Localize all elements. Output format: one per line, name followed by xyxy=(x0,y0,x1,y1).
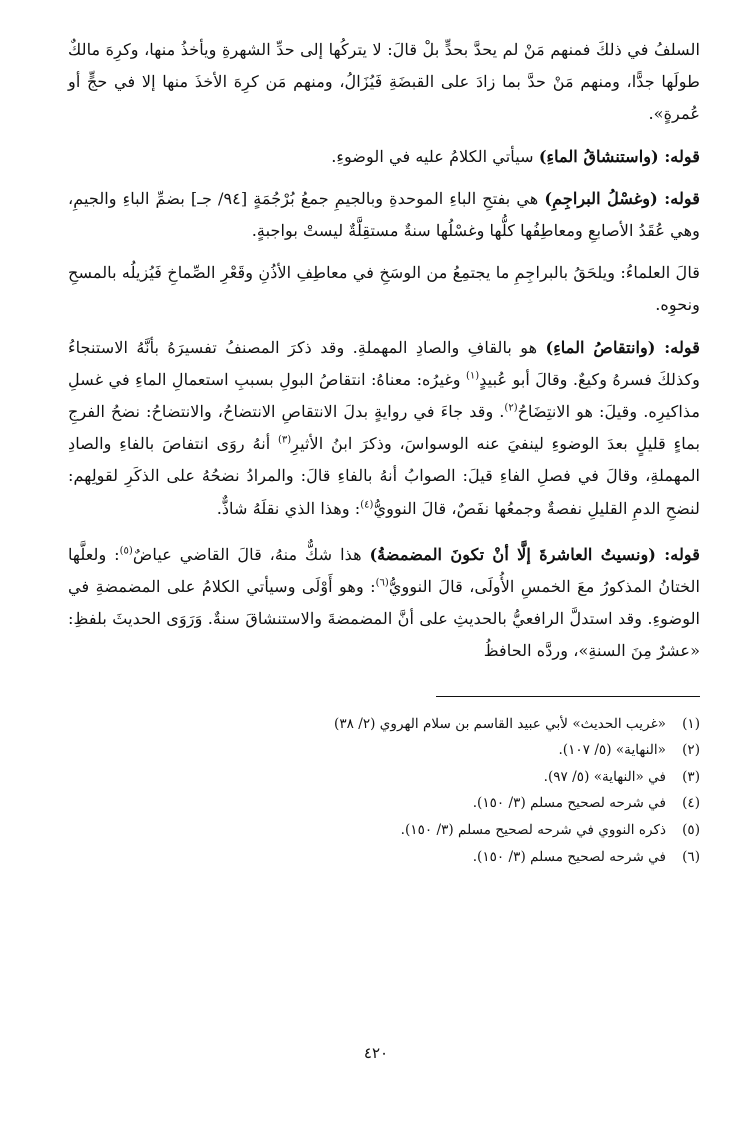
paragraph-4 xyxy=(68,257,700,321)
footnote-text: «غريب الحديث» لأبي عبيد القاسم بن سلام الهروي (٢/ ٣٨) xyxy=(334,715,666,732)
footnote xyxy=(68,790,700,817)
footnote-ref[interactable]: (١) xyxy=(466,370,480,382)
footnote-number: (٦) xyxy=(682,848,700,865)
footnote xyxy=(68,844,700,871)
paragraph-text: سيأتي الكلامُ عليه في الوضوءِ. xyxy=(331,146,539,166)
paragraph-6 xyxy=(68,539,700,668)
paragraph-text: هو بالقافِ والصادِ المهملةِ. وقد ذكرَ المصنفُ تفسيرَهُ بأنَّهُ الاستنجاءُ وكذلكَ فسرهُ وكيعٌ. وقالَ أبو عُبيدٍ xyxy=(68,337,700,389)
paragraph-text: وغيرُه: معناهُ: انتقاصُ البولِ بسببِ استعمالِ الماءِ في غسلِ مذاكيرِه. وقيلَ: هو الانتِضَاحُ xyxy=(68,369,701,422)
paragraph-text: هي بفتحِ الباءِ الموحدةِ وبالجيمِ جمعُ بُرْجُمَةٍ [٩٤/ جـ] بضمِّ الباءِ والجيمِ، وهي عُقَدُ الأصابعِ ومعاطِفُها كلُّها وغسْلُها سنةٌ مستقِلَّةٌ ليستْ بواجبةٍ. xyxy=(68,188,700,241)
paragraph-3 xyxy=(68,183,700,247)
footnote-ref[interactable]: (٦) xyxy=(375,577,389,589)
footnote-text: «النهاية» (٥/ ١٠٧). xyxy=(558,742,666,759)
footnote xyxy=(68,711,700,738)
footnote-text: في شرحه لصحيح مسلم (٣/ ١٥٠). xyxy=(472,795,666,812)
paragraph-lead: قوله: (ونسيتُ العاشرةَ إلَّا أنْ تكونَ المضمضةُ) xyxy=(369,544,700,564)
footnote-divider xyxy=(436,696,700,697)
footnote-ref[interactable]: (٥) xyxy=(119,545,133,557)
paragraph-lead: قوله: (واستنشاقُ الماءِ) xyxy=(538,146,700,166)
footnote xyxy=(68,817,700,844)
footnote-number: (٣) xyxy=(682,768,700,785)
paragraph-text: السلفُ في ذلكَ فمنهم مَنْ لم يحدَّ بحدٍّ بلْ قالَ: لا يتركُها إلى حدِّ الشهرةِ ويأخذُ منها، وكرِهَ مالكٌ طولَها جدًّا، ومنهم مَنْ حدَّ بما زادَ على القبضَةِ فَيُزَالُ، ومنهم مَن كرِهَ الأخذَ منها إلا في حجٍّ أو عُمرةٍ». xyxy=(68,40,700,124)
footnote-number: (٥) xyxy=(682,822,700,839)
paragraph-text: : ولعلَّها الختانُ المذكورُ معَ الخمسِ الأُولَى، قالَ النوويُّ xyxy=(68,544,700,597)
footnote-number: (٢) xyxy=(682,742,700,759)
paragraph-text: هذا شكٌّ منهُ، قالَ القاضي عياضٌ xyxy=(132,544,370,564)
paragraph-1 xyxy=(68,34,700,131)
paragraph-2 xyxy=(68,141,700,173)
paragraph-text: أنهُ روَى انتفاصَ بالفاءِ والصادِ المهملةِ، وقالَ في فصلِ الفاءِ قيلَ: الصوابُ أنهُ بالفاءِ قالَ: والمرادُ نضحُهُ على الذكَرِ لقولِهم: لنضحِ الدمِ القليلِ نفصةٌ وجمعُها نفَصٌ، قالَ النوويُّ xyxy=(68,434,700,518)
footnote xyxy=(68,764,700,791)
footnote-ref[interactable]: (٢) xyxy=(504,402,518,414)
paragraph-5 xyxy=(68,332,700,525)
footnote xyxy=(68,737,700,764)
paragraph-text: قالَ العلماءُ: ويلحَقُ بالبراجِمِ ما يجتمِعُ من الوسَخِ في معاطِفِ الأذُنِ وقَعْرِ الصِّماخِ فَيُزيلُه بالمسحِ ونحوِه. xyxy=(68,263,700,315)
page-number: ٤٢٠ xyxy=(363,1044,389,1062)
footnotes-list xyxy=(68,711,700,871)
footnote-number: (٤) xyxy=(682,795,700,812)
paragraph-text: : وهذا الذي نقلَهُ شاذٌّ. xyxy=(216,498,361,518)
paragraph-text: . وقد جاءَ في روايةٍ بدلَ الانتقاصِ الانتضاحُ، والانتضاحُ: نضحُ الفرجِ بماءٍ قليلٍ بعدَ الوضوءِ لينفيَ عنه الوسواسَ، وذكرَ ابنُ الأثيرِ xyxy=(68,402,700,454)
paragraph-text: : وهو أَوْلَى وسيأتي الكلامُ على المضمضةِ في الوضوءِ. وقد استدلَّ الرافعيُّ بالحديثِ على أنَّ المضمضةَ والاستنشاقَ سنةٌ. وَرَوَى الحديثَ بلفظِ: «عشرٌ مِنَ السنةِ»، وردَّه الحافظُ xyxy=(68,577,700,661)
footnote-ref[interactable]: (٤) xyxy=(360,499,374,511)
paragraph-lead: قوله: (وغسْلُ البراجِمِ) xyxy=(544,188,700,208)
footnote-ref[interactable]: (٣) xyxy=(277,434,292,446)
footnote-text: ذكره النووي في شرحه لصحيح مسلم (٣/ ١٥٠). xyxy=(400,822,666,839)
paragraph-lead: قوله: (وانتقاصُ الماءِ) xyxy=(545,337,700,357)
footnote-text: في شرحه لصحيح مسلم (٣/ ١٥٠). xyxy=(472,848,666,865)
footnote-number: (١) xyxy=(682,715,700,732)
footnote-text: في «النهاية» (٥/ ٩٧). xyxy=(543,768,666,785)
